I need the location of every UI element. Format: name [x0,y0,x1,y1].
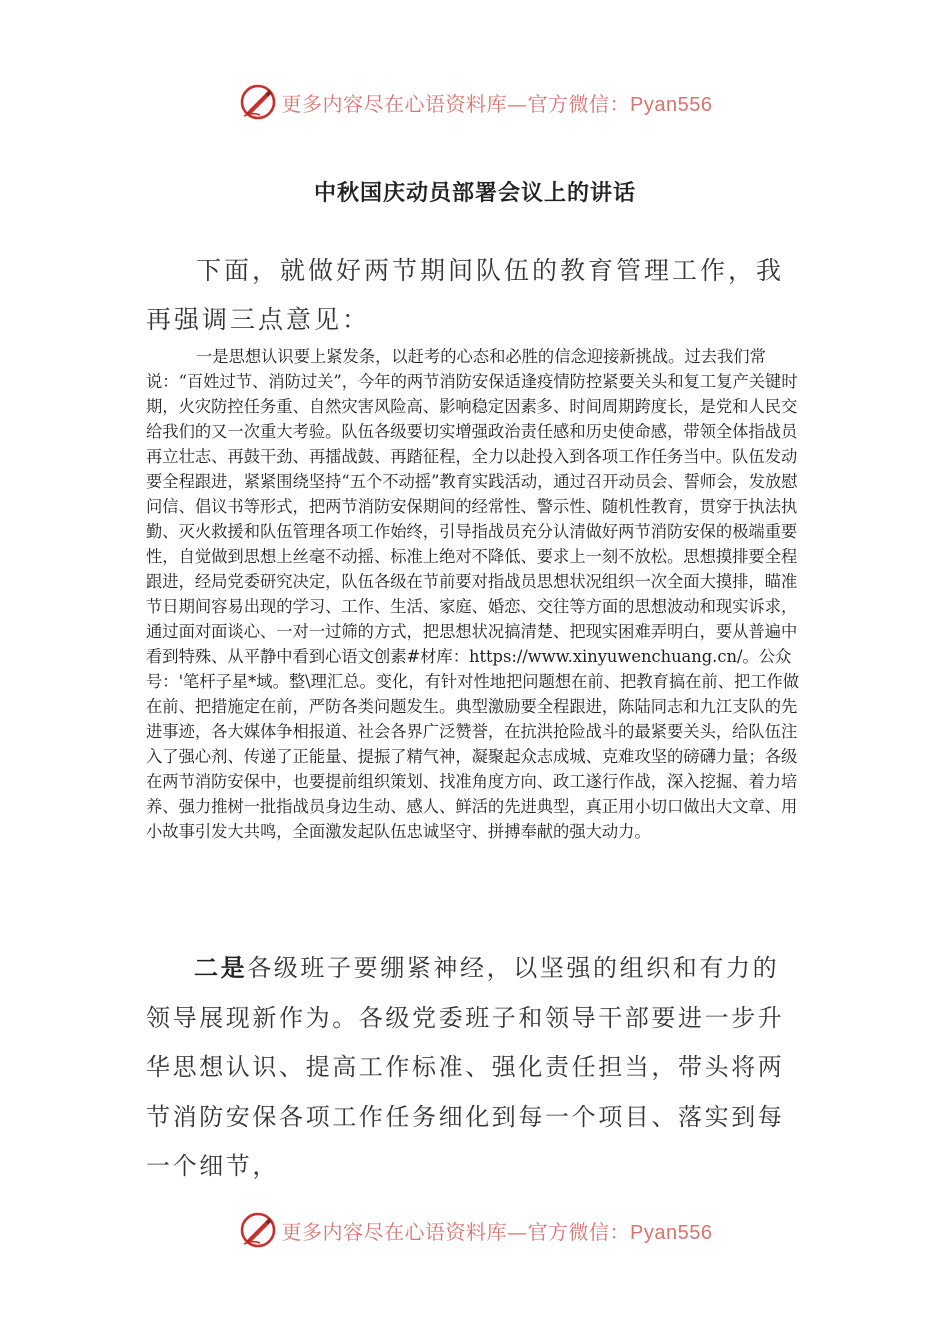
body-paragraph-1: 一是思想认识要上紧发条，以赶考的心态和必胜的信念迎接新挑战。过去我们常说：“百姓过节、消防过关”，今年的两节消防安保适逢疫情防控紧要关头和复工复产关键时期，火灾防控任务重、自然灾害风险高、影响稳定因素多、时间周期跨度长，是党和人民交给我们的又一次重大考验。队伍各级要切实增强政治责任感和历史使命感，带领全体指战员再立壮志、再鼓干劲、再擂战鼓、再踏征程，全力以赴投入到各项工作任务当中。队伍发动要全程跟进，紧紧围绕坚持“五个不动摇”教育实践活动，通过召开动员会、誓师会，发放慰问信、倡议书等形式，把两节消防安保期间的经常性、警示性、随机性教育，贯穿于执法执勤、灭火救援和队伍管理各项工作始终，引导指战员充分认清做好两节消防安保的极端重要性，自觉做到思想上丝毫不动摇、标准上绝对不降低、要求上一刻不放松。思想摸排要全程跟进，经局党委研究决定，队伍各级在节前要对指战员思想状况组织一次全面大摸排，瞄准节日期间容易出现的学习、工作、生活、家庭、婚恋、交往等方面的思想波动和现实诉求，通过面对面谈心、一对一过筛的方式，把思想状况搞清楚、把现实困难弄明白，要从普遍中看到特殊、从平静中看到心语文创素#材库：https://www.xinyuwenchuang.cn/。公众号：'笔杆子星*域。整\理汇总。变化，有针对性地把问题想在前、把教育搞在前、把工作做在前、把措施定在前，严防各类问题发生。典型激励要全程跟进，陈陆同志和九江支队的先进事迹，各大媒体争相报道、社会各界广泛赞誉，在抗洪抢险战斗的最紧要关头，给队伍注入了强心剂、传递了正能量、提振了精气神，凝聚起众志成城、克难攻坚的磅礴力量；各级在两节消防安保中，也要提前组织策划、找准角度方向、政工遂行作战，深入挖掘、着力培养、强力推树一批指战员身边生动、感人、鲜活的先进典型，真正用小切口做出大文章、用小故事引发大共鸣，全面激发起队伍忠诚坚守、拼搏奉献的强大动力。 [146,347,800,841]
watermark-text-bottom: 更多内容尽在心语资料库—官方微信：Pyan556 [281,1219,713,1244]
document-title: 中秋国庆动员部署会议上的讲话 [313,181,636,206]
body-paragraph-2 [146,944,802,1192]
lead-paragraph: 下面，就做好两节期间队伍的教育管理工作，我再强调三点意见： [146,256,785,334]
watermark-banner-bottom [0,1208,950,1252]
watermark-text-top: 更多内容尽在心语资料库—官方微信：Pyan556 [281,91,713,116]
paragraph-2-lead: 二是 [194,954,248,982]
paragraph-2-text: 各级班子要绷紧神经，以坚强的组织和有力的领导展现新作为。各级党委班子和领导干部要进一步升华思想认识、提高工作标准、强化责任担当，带头将两节消防安保各项工作任务细化到每一个项目、落实到每一个细节， [146,954,785,1180]
pen-logo-icon [238,1210,278,1250]
watermark-banner-top [0,80,950,124]
pen-logo-icon [238,82,278,122]
